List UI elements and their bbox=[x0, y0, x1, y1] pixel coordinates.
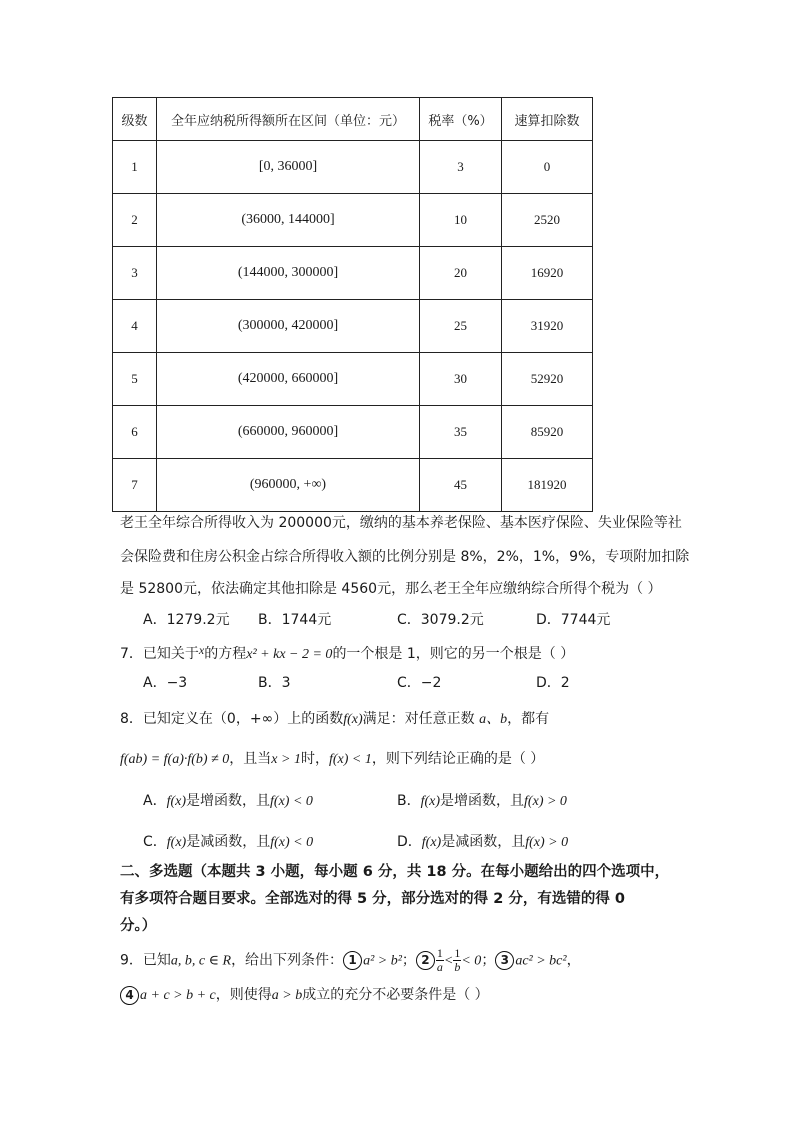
cell-range: (960000, +∞) bbox=[157, 459, 420, 512]
cell-rate: 3 bbox=[420, 141, 502, 194]
q9-line2-mid: ，则使得 bbox=[215, 987, 272, 1003]
q8-option-b[interactable] bbox=[397, 790, 567, 810]
q7-var: x bbox=[198, 643, 205, 657]
q8-prefix: 8．已知定义在（0，+∞）上的函数 bbox=[120, 711, 344, 727]
section2-line-3: 分。） bbox=[120, 918, 157, 934]
cell-level: 7 bbox=[113, 459, 157, 512]
q8-option-b-f: f(x) bbox=[420, 794, 441, 809]
q7-mid: 的方程 bbox=[204, 646, 247, 662]
q6-line-3: 是 52800元，依法确定其他扣除是 4560元，那么老王全年应缴纳综合所得个税为（ ） bbox=[120, 581, 662, 597]
q9-sep-2: ； bbox=[481, 952, 496, 969]
cell-deduction: 31920 bbox=[502, 300, 593, 353]
q9-cond-1: a² > b² bbox=[363, 953, 402, 969]
frac-numerator: 1 bbox=[436, 946, 443, 960]
q9-mid: ，给出下列条件： bbox=[231, 952, 344, 969]
cell-rate: 35 bbox=[420, 406, 502, 459]
circled-3-icon: 3 bbox=[495, 951, 514, 970]
q8-stem-line-1 bbox=[120, 709, 694, 730]
q8-option-d-label: D． bbox=[397, 834, 422, 850]
q8-option-b-cond: f(x) > 0 bbox=[524, 794, 567, 809]
cell-deduction: 52920 bbox=[502, 353, 593, 406]
cell-level: 4 bbox=[113, 300, 157, 353]
frac-denominator: b bbox=[454, 960, 461, 974]
q9-cond: a > b bbox=[271, 988, 303, 1003]
q8-option-a[interactable] bbox=[143, 790, 313, 810]
circled-2-icon: 2 bbox=[416, 951, 435, 970]
cell-deduction: 85920 bbox=[502, 406, 593, 459]
section2-line-2: 有多项符合题目要求。全部选对的得 5 分，部分选对的得 2 分，有选错的得 0 bbox=[120, 891, 626, 907]
q9-given: a, b, c ∈ R bbox=[170, 953, 232, 969]
q8-option-c-label: C． bbox=[143, 834, 167, 850]
q7-option-c[interactable]: C．−2 bbox=[397, 675, 442, 691]
table-row bbox=[113, 247, 593, 300]
q9-frac-1a bbox=[436, 947, 444, 974]
table-row bbox=[113, 141, 593, 194]
table-row bbox=[113, 406, 593, 459]
frac-numerator: 1 bbox=[454, 946, 461, 960]
cell-rate: 20 bbox=[420, 247, 502, 300]
section2-line-1: 二、多选题（本题共 3 小题，每小题 6 分，共 18 分。在每小题给出的四个选项中， bbox=[120, 864, 670, 880]
q8-option-d-text: 是减函数，且 bbox=[441, 834, 526, 850]
cell-deduction: 16920 bbox=[502, 247, 593, 300]
q8-option-b-text: 是增函数，且 bbox=[440, 793, 525, 809]
q8-suffix: 满足：对任意正数 bbox=[362, 711, 475, 727]
q8-option-a-label: A． bbox=[143, 793, 167, 809]
q6-line-2: 会保险费和住房公积金占综合所得收入额的比例分别是 8%，2%，1%，9%，专项附加扣除 bbox=[120, 549, 690, 565]
q8-end: ，都有 bbox=[507, 711, 550, 727]
q6-line-1: 老王全年综合所得收入为 200000元，缴纳的基本养老保险、基本医疗保险、失业保险等社 bbox=[120, 515, 682, 531]
q8-mid: ，且当 bbox=[229, 751, 272, 767]
q8-option-a-text: 是增函数，且 bbox=[186, 793, 271, 809]
cell-level: 1 bbox=[113, 141, 157, 194]
q8-option-a-cond: f(x) < 0 bbox=[270, 794, 313, 809]
q8-vars: a、b bbox=[479, 712, 508, 727]
table-row bbox=[113, 459, 593, 512]
q8-option-b-label: B． bbox=[397, 793, 421, 809]
q8-fx: f(x) bbox=[343, 712, 363, 727]
q8-option-c-f: f(x) bbox=[166, 835, 187, 850]
q8-end2: ，则下列结论正确的是（ ） bbox=[371, 751, 545, 767]
q8-cond: x > 1 bbox=[271, 752, 301, 767]
cell-rate: 10 bbox=[420, 194, 502, 247]
q8-cond2: f(x) < 1 bbox=[328, 752, 372, 767]
cell-range: [0, 36000] bbox=[157, 141, 420, 194]
q9-tail1: ， bbox=[566, 952, 581, 969]
q7-option-d[interactable]: D．2 bbox=[536, 675, 570, 691]
tax-rate-table bbox=[112, 97, 593, 512]
q7-prefix: 7．已知关于 bbox=[120, 646, 199, 662]
q9-cond-2-tail: < 0 bbox=[461, 953, 482, 969]
q6-option-c[interactable]: C．3079.2元 bbox=[397, 612, 484, 628]
q8-option-a-f: f(x) bbox=[166, 794, 187, 809]
q7-equation: x² + kx − 2 = 0 bbox=[246, 647, 333, 662]
q9-lt: < bbox=[443, 953, 454, 969]
cell-level: 5 bbox=[113, 353, 157, 406]
q7-option-a[interactable]: A．−3 bbox=[143, 675, 188, 691]
cell-range: (660000, 960000] bbox=[157, 406, 420, 459]
q8-equation: f(ab) = f(a)·f(b) ≠ 0 bbox=[120, 752, 230, 767]
cell-range: (300000, 420000] bbox=[157, 300, 420, 353]
cell-range: (36000, 144000] bbox=[157, 194, 420, 247]
table-row bbox=[113, 353, 593, 406]
q8-mid2: 时， bbox=[300, 751, 329, 767]
q9-stem-line-2 bbox=[120, 985, 694, 1006]
cell-range: (144000, 300000] bbox=[157, 247, 420, 300]
q6-option-a[interactable]: A．1279.2元 bbox=[143, 612, 230, 628]
q8-option-d[interactable] bbox=[397, 831, 568, 851]
cell-level: 2 bbox=[113, 194, 157, 247]
q8-option-d-f: f(x) bbox=[421, 835, 442, 850]
q6-option-b[interactable]: B．1744元 bbox=[258, 612, 332, 628]
header-level: 级数 bbox=[113, 98, 157, 141]
cell-rate: 25 bbox=[420, 300, 502, 353]
cell-level: 3 bbox=[113, 247, 157, 300]
frac-denominator: a bbox=[436, 960, 443, 974]
q7-stem bbox=[120, 640, 694, 665]
q8-option-c-text: 是减函数，且 bbox=[186, 834, 271, 850]
header-range: 全年应纳税所得额所在区间（单位：元） bbox=[157, 98, 420, 141]
table-row bbox=[113, 300, 593, 353]
q9-stem-line-1 bbox=[120, 947, 694, 974]
q9-line2-end: 成立的充分不必要条件是（ ） bbox=[302, 987, 489, 1003]
header-deduction: 速算扣除数 bbox=[502, 98, 593, 141]
q7-suffix: 的一个根是 1，则它的另一个根是（ ） bbox=[332, 646, 575, 662]
q8-option-d-cond: f(x) > 0 bbox=[525, 835, 569, 850]
q9-prefix: 9．已知 bbox=[120, 952, 171, 969]
q8-stem-line-2 bbox=[120, 749, 694, 770]
cell-deduction: 181920 bbox=[502, 459, 593, 512]
cell-rate: 30 bbox=[420, 353, 502, 406]
q7-option-b[interactable]: B．3 bbox=[258, 675, 291, 691]
cell-level: 6 bbox=[113, 406, 157, 459]
header-rate: 税率（%） bbox=[420, 98, 502, 141]
circled-4-icon: 4 bbox=[120, 986, 139, 1005]
q9-cond-4: a + c > b + c bbox=[140, 988, 216, 1003]
table-row bbox=[113, 194, 593, 247]
q6-option-d[interactable]: D．7744元 bbox=[536, 612, 611, 628]
cell-range: (420000, 660000] bbox=[157, 353, 420, 406]
q8-option-c-cond: f(x) < 0 bbox=[270, 835, 314, 850]
cell-rate: 45 bbox=[420, 459, 502, 512]
q9-cond-3: ac² > bc² bbox=[515, 953, 567, 969]
circled-1-icon: 1 bbox=[343, 951, 362, 970]
cell-deduction: 0 bbox=[502, 141, 593, 194]
cell-deduction: 2520 bbox=[502, 194, 593, 247]
q9-sep-1: ； bbox=[401, 952, 416, 969]
table-header-row bbox=[113, 98, 593, 141]
q8-option-c[interactable] bbox=[143, 831, 313, 851]
